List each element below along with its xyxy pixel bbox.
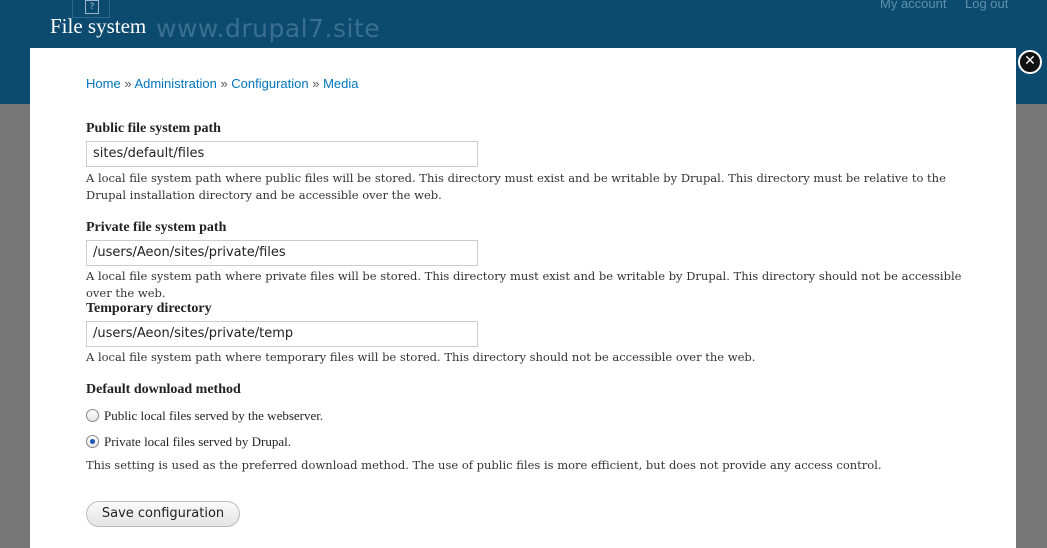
my-account-link[interactable]: My account (880, 0, 947, 11)
breadcrumb-administration[interactable]: Administration (134, 76, 217, 91)
temp-dir-description: A local file system path where temporary files will be stored. This directory should not be accessible over the web. (86, 350, 756, 364)
public-path-label: Public file system path (86, 121, 221, 136)
page-title: File system (50, 14, 147, 38)
breadcrumb (86, 76, 359, 91)
private-path-label: Private file system path (86, 220, 227, 235)
close-overlay-button[interactable] (1018, 50, 1042, 74)
breadcrumb-home[interactable]: Home (86, 76, 121, 91)
radio-checked-icon[interactable] (86, 435, 99, 448)
private-path-input[interactable]: /users/Aeon/sites/private/files (86, 240, 478, 266)
breadcrumb-separator: » (312, 76, 324, 91)
radio-unchecked-icon[interactable] (86, 409, 99, 422)
close-icon: ✕ (1024, 53, 1036, 69)
private-path-description: A local file system path where private files will be stored. This directory must exist and be writable by Drupal. This directory should not be accessible over the web. (86, 269, 962, 300)
radio-public-label: Public local files served by the webserver. (104, 408, 324, 423)
download-method-label: Default download method (86, 382, 241, 397)
site-name: www.drupal7.site (156, 14, 381, 43)
download-method-description: This setting is used as the preferred download method. The use of public files is more efficient, but does not provide any access control. (86, 458, 882, 472)
breadcrumb-configuration[interactable]: Configuration (231, 76, 309, 91)
help-icon: ? (85, 0, 99, 14)
log-out-link[interactable]: Log out (965, 0, 1009, 11)
temp-dir-label: Temporary directory (86, 301, 212, 316)
public-path-input[interactable]: sites/default/files (86, 141, 478, 167)
breadcrumb-separator: » (220, 76, 232, 91)
radio-public-files[interactable] (86, 408, 323, 424)
radio-private-files[interactable] (86, 434, 291, 450)
breadcrumb-separator: » (124, 76, 135, 91)
temp-dir-input[interactable]: /users/Aeon/sites/private/temp (86, 321, 478, 347)
save-configuration-button[interactable]: Save configuration (86, 501, 240, 527)
radio-private-label: Private local files served by Drupal. (104, 434, 291, 449)
breadcrumb-media[interactable]: Media (323, 76, 359, 91)
public-path-description: A local file system path where public files will be stored. This directory must exist and be writable by Drupal. This directory must be relative to the Drupal installation directory and be accessible over the web. (86, 171, 946, 202)
